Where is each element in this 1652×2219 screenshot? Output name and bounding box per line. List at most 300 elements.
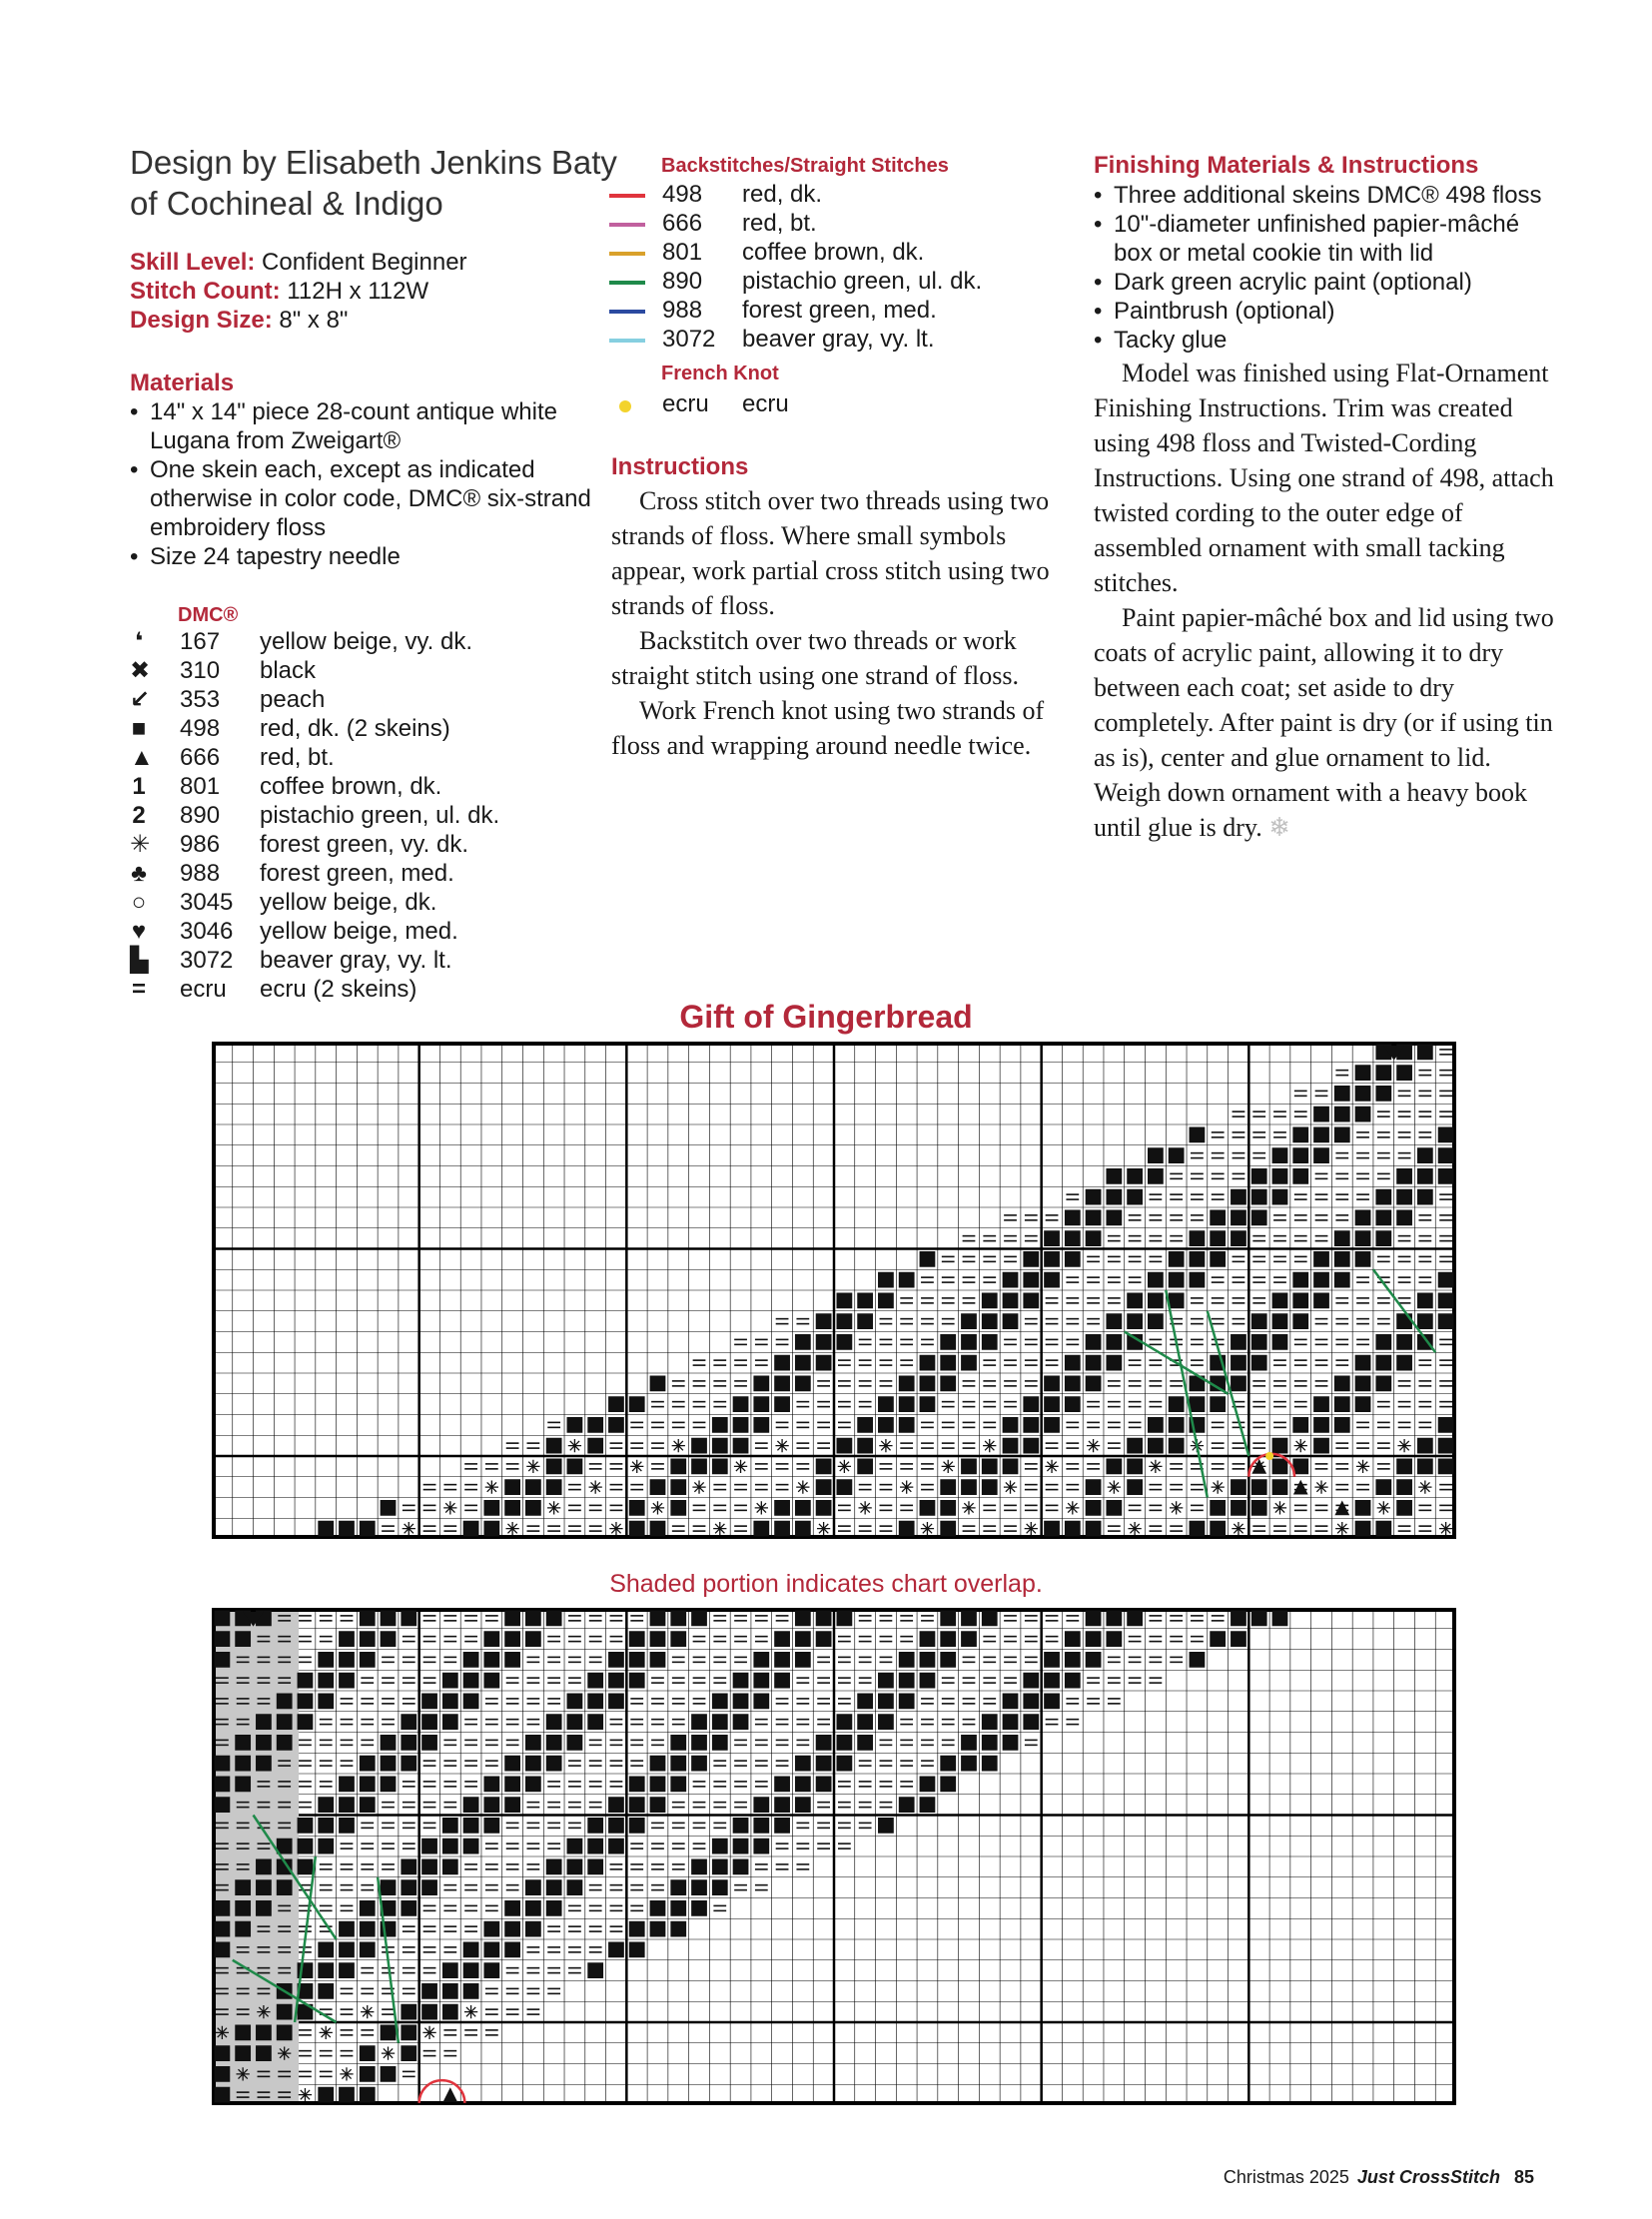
stitch-square-icon — [360, 1777, 376, 1793]
stitch-square-icon — [1292, 1313, 1308, 1329]
stitch-square-icon — [235, 1921, 251, 1937]
stitch-symbol-icon: ▙ — [130, 947, 149, 974]
stitch-square-icon — [1065, 1230, 1081, 1246]
stitch-square-icon — [483, 1652, 499, 1668]
stitch-star-icon — [382, 2046, 395, 2059]
stitch-square-icon — [940, 1631, 956, 1647]
stitch-square-icon — [816, 1500, 832, 1516]
stitch-square-icon — [920, 1355, 936, 1371]
dmc-code: 666 — [180, 744, 221, 771]
stitch-square-icon — [1438, 1459, 1454, 1475]
stitch-square-icon — [339, 2087, 355, 2103]
stitch-square-icon — [753, 1521, 769, 1537]
stitch-square-icon — [525, 1500, 541, 1516]
stitch-square-icon — [360, 2066, 376, 2082]
instructions-paragraph: Work French knot using two strands of floss and wrapping around needle twice. — [611, 696, 1045, 760]
finishing-item: • Three additional skeins DMC® 498 floss — [1094, 181, 1563, 210]
french-knot-dot-icon — [619, 400, 631, 412]
line-swatch-icon — [609, 281, 645, 285]
stitch-square-icon — [1003, 1293, 1019, 1309]
stitch-square-icon — [753, 1694, 769, 1710]
stitch-square-icon — [1417, 1147, 1433, 1163]
stitch-square-icon — [753, 1797, 769, 1813]
stitch-square-icon — [733, 1673, 749, 1689]
stitch-square-icon — [504, 1631, 520, 1647]
stitch-square-icon — [774, 1652, 790, 1668]
stitch-square-icon — [629, 1818, 645, 1834]
pattern-specs — [130, 248, 467, 335]
stitch-square-icon — [691, 1611, 707, 1627]
stitch-square-icon — [878, 1417, 894, 1433]
dmc-code: 3072 — [180, 947, 234, 974]
finishing-instructions — [1094, 356, 1563, 846]
stitch-square-icon — [712, 1417, 728, 1433]
stitch-square-icon — [1334, 1376, 1350, 1392]
stitch-square-icon — [795, 1652, 811, 1668]
stitch-square-icon — [733, 1859, 749, 1875]
stitch-square-icon — [940, 1376, 956, 1392]
stitch-square-icon — [608, 1818, 624, 1834]
stitch-square-icon — [857, 1417, 873, 1433]
dmc-code: ecru — [180, 976, 227, 1003]
stitch-star-icon — [921, 1522, 934, 1535]
stitch-square-icon — [1272, 1189, 1288, 1205]
dmc-color-name: beaver gray, vy. lt. — [260, 947, 452, 974]
stitch-square-icon — [587, 1839, 603, 1854]
stitch-star-icon — [1273, 1501, 1286, 1514]
stitch-star-icon — [942, 1460, 955, 1473]
stitch-square-icon — [650, 1777, 666, 1793]
stitch-square-icon — [587, 1694, 603, 1710]
stitch-square-icon — [339, 1962, 355, 1978]
stitch-square-icon — [1396, 1459, 1412, 1475]
stitch-square-icon — [1086, 1631, 1102, 1647]
stitch-square-icon — [463, 1673, 479, 1689]
stitch-star-icon — [1212, 1480, 1225, 1493]
stitch-square-icon — [1106, 1459, 1122, 1475]
stitch-square-icon — [1003, 1694, 1019, 1710]
stitch-square-icon — [1003, 1438, 1019, 1454]
stitch-square-icon — [691, 1756, 707, 1772]
stitch-square-icon — [1292, 1272, 1308, 1288]
stitch-square-icon — [360, 1942, 376, 1958]
stitch-square-icon — [857, 1438, 873, 1454]
stitch-square-icon — [920, 1396, 936, 1412]
stitch-square-icon — [463, 1962, 479, 1978]
stitch-square-icon — [235, 2025, 251, 2041]
stitch-square-icon — [1375, 1334, 1391, 1350]
stitch-square-icon — [421, 2004, 437, 2020]
stitch-square-icon — [1334, 1396, 1350, 1412]
stitch-star-icon — [1128, 1522, 1141, 1535]
stitch-square-icon — [1127, 1438, 1143, 1454]
stitch-square-icon — [277, 1735, 293, 1751]
issue-label: Christmas 2025 — [1223, 2167, 1349, 2187]
stitch-square-icon — [753, 1396, 769, 1412]
stitch-square-icon — [1334, 1230, 1350, 1246]
stitch-square-icon — [318, 1818, 334, 1834]
stitch-square-icon — [940, 1521, 956, 1537]
stitch-star-icon — [485, 1480, 498, 1493]
stitch-square-icon — [670, 1900, 686, 1916]
stitch-square-icon — [215, 1942, 231, 1958]
finishing-item: • Dark green acrylic paint (optional) — [1094, 268, 1563, 297]
stitch-square-icon — [795, 1631, 811, 1647]
stitch-square-icon — [1210, 1210, 1226, 1226]
stitch-square-icon — [483, 1962, 499, 1978]
dmc-code: 666 — [662, 210, 703, 237]
stitch-square-icon — [318, 1983, 334, 1999]
stitch-square-icon — [670, 1756, 686, 1772]
stitch-star-icon — [1004, 1480, 1017, 1493]
stitch-square-icon — [401, 2045, 416, 2061]
stitch-square-icon — [1023, 1293, 1039, 1309]
stitch-square-icon — [483, 1942, 499, 1958]
stitch-square-icon — [1169, 1251, 1185, 1267]
stitch-square-icon — [982, 1313, 998, 1329]
stitch-square-icon — [215, 1797, 231, 1813]
stitch-star-icon — [299, 2088, 312, 2101]
stitch-square-icon — [1169, 1438, 1185, 1454]
stitch-square-icon — [1106, 1168, 1122, 1184]
stitch-square-icon — [1313, 1251, 1329, 1267]
stitch-square-icon — [837, 1611, 853, 1627]
designer-line-1: Design by Elisabeth Jenkins Baty — [130, 144, 617, 181]
stitch-square-icon — [1251, 1168, 1267, 1184]
stitch-square-icon — [1375, 1086, 1391, 1102]
stitch-square-icon — [442, 1673, 458, 1689]
stitch-symbol-icon: ❛ — [134, 628, 144, 655]
finishing-item: • 10"-diameter unfinished papier-mâché box or metal cookie tin with lid — [1094, 210, 1563, 268]
stitch-square-icon — [837, 1293, 853, 1309]
stitch-square-icon — [483, 1818, 499, 1834]
chart-title: Gift of Gingerbread — [679, 999, 973, 1035]
snowflake-icon: ❄ — [1268, 813, 1291, 843]
stitch-square-icon — [1190, 1272, 1206, 1288]
stitch-square-icon — [691, 1735, 707, 1751]
stitch-square-icon — [878, 1673, 894, 1689]
stitch-square-icon — [774, 1777, 790, 1793]
stitch-square-icon — [587, 1714, 603, 1730]
french-knot-dot-icon — [1265, 1452, 1273, 1460]
stitch-square-icon — [546, 1900, 562, 1916]
stitch-square-icon — [1106, 1210, 1122, 1226]
stitch-square-icon — [235, 2045, 251, 2061]
stitch-square-icon — [1396, 1355, 1412, 1371]
stitch-square-icon — [1210, 1251, 1226, 1267]
stitch-square-icon — [1231, 1334, 1246, 1350]
stitch-square-icon — [1231, 1500, 1246, 1516]
stitch-square-icon — [339, 1818, 355, 1834]
finishing-paragraph — [1094, 600, 1563, 846]
stitch-square-icon — [1417, 1313, 1433, 1329]
dmc-color-name: peach — [260, 686, 326, 713]
stitch-symbol-icon: ♥ — [131, 918, 147, 945]
stitch-square-icon — [1355, 1500, 1371, 1516]
stitch-square-icon — [940, 1334, 956, 1350]
stitch-square-icon — [982, 1479, 998, 1495]
finishing-paragraph: Model was finished using Flat-Ornament Finishing Instructions. Trim was created using 498 floss and Twisted-Cording Instructions. Using one strand of 498, attach twisted cording to the outer edge of assembled ornament with small tacking stitches. — [1094, 359, 1554, 597]
stitch-square-icon — [1086, 1230, 1102, 1246]
stitch-square-icon — [1106, 1313, 1122, 1329]
stitch-square-icon — [712, 1879, 728, 1895]
stitch-square-icon — [1231, 1210, 1246, 1226]
stitch-square-icon — [712, 1459, 728, 1475]
stitch-square-icon — [360, 1631, 376, 1647]
stitch-square-icon — [857, 1313, 873, 1329]
stitch-square-icon — [483, 1777, 499, 1793]
materials-item: • One skein each, except as indicated otherwise in color code, DMC® six-strand embroidery floss — [130, 455, 599, 542]
line-swatch-icon — [609, 223, 645, 227]
stitch-square-icon — [1438, 1127, 1454, 1143]
stitch-square-icon — [1106, 1631, 1122, 1647]
stitch-square-icon — [1355, 1065, 1371, 1081]
stitch-square-icon — [878, 1396, 894, 1412]
stitch-star-icon — [609, 1522, 622, 1535]
stitch-square-icon — [629, 1777, 645, 1793]
stitch-square-icon — [463, 1521, 479, 1537]
stitch-square-icon — [670, 1459, 686, 1475]
stitch-square-icon — [1044, 1272, 1060, 1288]
stitch-square-icon — [215, 1611, 231, 1627]
stitch-square-icon — [546, 1611, 562, 1627]
stitch-square-icon — [1169, 1293, 1185, 1309]
stitch-square-icon — [463, 1694, 479, 1710]
stitch-star-icon — [1170, 1501, 1183, 1514]
stitch-square-icon — [1148, 1417, 1164, 1433]
stitch-square-icon — [463, 1797, 479, 1813]
stitch-symbol-icon: ♣ — [131, 860, 147, 887]
stitch-square-icon — [360, 2087, 376, 2103]
stitch-square-icon — [1417, 1045, 1433, 1061]
dmc-color-name: ecru — [742, 390, 789, 417]
stitch-square-icon — [1003, 1272, 1019, 1288]
finishing-item: • Paintbrush (optional) — [1094, 297, 1563, 326]
stitch-square-icon — [1375, 1189, 1391, 1205]
instructions-paragraph: Backstitch over two threads or work straight stitch using one strand of floss. — [611, 626, 1020, 690]
stitch-square-icon — [215, 1921, 231, 1937]
stitch-square-icon — [733, 1818, 749, 1834]
stitch-square-icon — [1272, 1459, 1288, 1475]
stitch-square-icon — [504, 1479, 520, 1495]
stitch-square-icon — [235, 1756, 251, 1772]
dmc-code: 988 — [180, 860, 221, 887]
stitch-square-icon — [360, 1797, 376, 1813]
finishing-heading: Finishing Materials & Instructions — [1094, 152, 1479, 179]
stitch-square-icon — [381, 1500, 397, 1516]
stitch-square-icon — [546, 1756, 562, 1772]
stitch-square-icon — [753, 1376, 769, 1392]
stitch-square-icon — [774, 1631, 790, 1647]
stitch-square-icon — [608, 1942, 624, 1958]
stitch-star-icon — [734, 1460, 747, 1473]
stitch-square-icon — [442, 1859, 458, 1875]
stitch-square-icon — [712, 1438, 728, 1454]
stitch-square-icon — [1438, 1293, 1454, 1309]
dmc-color-name: red, dk. (2 skeins) — [260, 715, 450, 742]
stitch-square-icon — [691, 1438, 707, 1454]
stitch-square-icon — [1086, 1500, 1102, 1516]
stitch-square-icon — [463, 1942, 479, 1958]
stitch-square-icon — [1065, 1376, 1081, 1392]
line-swatch-icon — [609, 194, 645, 198]
stitch-square-icon — [982, 1459, 998, 1475]
dmc-color-name: coffee brown, dk. — [260, 773, 442, 800]
stitch-star-icon — [1087, 1439, 1100, 1452]
dmc-code: 801 — [180, 773, 221, 800]
stitch-square-icon — [1417, 1293, 1433, 1309]
stitch-square-icon — [1044, 1652, 1060, 1668]
stitch-square-icon — [360, 1921, 376, 1937]
stitch-square-icon — [1292, 1147, 1308, 1163]
stitch-square-icon — [525, 1479, 541, 1495]
stitch-star-icon — [1418, 1480, 1431, 1493]
stitch-square-icon — [298, 1714, 314, 1730]
stitch-square-icon — [650, 1900, 666, 1916]
materials-item: • 14" x 14" piece 28-count antique white Lugana from Zweigart® — [130, 397, 599, 455]
stitch-square-icon — [546, 1735, 562, 1751]
stitch-square-icon — [753, 1818, 769, 1834]
stitch-square-icon — [381, 1735, 397, 1751]
stitch-square-icon — [339, 1921, 355, 1937]
stitch-square-icon — [608, 1417, 624, 1433]
stitch-star-icon — [775, 1439, 788, 1452]
stitch-square-icon — [795, 1611, 811, 1627]
stitch-square-icon — [1251, 1611, 1267, 1627]
stitch-square-icon — [1086, 1479, 1102, 1495]
stitch-square-icon — [567, 1417, 583, 1433]
instructions-heading: Instructions — [611, 453, 749, 480]
design-size-label: Design Size: — [130, 307, 273, 334]
finishing-materials-list — [1094, 181, 1563, 355]
stitch-square-icon — [546, 1714, 562, 1730]
stitch-square-icon — [339, 1797, 355, 1813]
stitch-square-icon — [691, 1714, 707, 1730]
dmc-color-name: forest green, vy. dk. — [260, 831, 468, 858]
stitch-square-icon — [525, 1777, 541, 1793]
stitch-square-icon — [567, 1459, 583, 1475]
stitch-square-icon — [837, 1334, 853, 1350]
stitch-square-icon — [1375, 1065, 1391, 1081]
stitch-square-icon — [1106, 1500, 1122, 1516]
stitch-square-icon — [691, 1879, 707, 1895]
stitch-square-icon — [277, 2004, 293, 2020]
stitch-square-icon — [504, 1611, 520, 1627]
stitch-square-icon — [1003, 1714, 1019, 1730]
stitch-square-icon — [421, 1839, 437, 1854]
stitch-square-icon — [899, 1673, 915, 1689]
stitch-square-icon — [961, 1334, 977, 1350]
stitch-square-icon — [587, 1962, 603, 1978]
stitch-square-icon — [1086, 1652, 1102, 1668]
stitch-square-icon — [318, 1521, 334, 1537]
stitch-star-icon — [900, 1480, 913, 1493]
line-swatch-icon — [609, 310, 645, 314]
stitch-square-icon — [608, 1797, 624, 1813]
stitch-square-icon — [318, 1694, 334, 1710]
dmc-color-name: yellow beige, dk. — [260, 889, 437, 916]
stitch-square-icon — [670, 1500, 686, 1516]
stitch-square-icon — [899, 1694, 915, 1710]
stitch-square-icon — [837, 1438, 853, 1454]
stitch-square-icon — [318, 1942, 334, 1958]
line-swatch-icon — [609, 252, 645, 256]
stitch-square-icon — [1086, 1189, 1102, 1205]
stitch-square-icon — [401, 1879, 416, 1895]
stitch-square-icon — [1396, 1065, 1412, 1081]
stitch-square-icon — [1375, 1230, 1391, 1246]
stitch-square-icon — [691, 1859, 707, 1875]
stitch-square-icon — [733, 1839, 749, 1854]
stitch-square-icon — [940, 1500, 956, 1516]
dmc-code: 167 — [180, 628, 221, 655]
stitch-square-icon — [1292, 1293, 1308, 1309]
dmc-color-name: yellow beige, med. — [260, 918, 458, 945]
stitch-star-icon — [1314, 1480, 1327, 1493]
stitch-square-icon — [215, 1756, 231, 1772]
stitch-square-icon — [1313, 1107, 1329, 1122]
stitch-square-icon — [1210, 1230, 1226, 1246]
stitch-square-icon — [857, 1293, 873, 1309]
stitch-square-icon — [920, 1797, 936, 1813]
stitch-square-icon — [277, 1714, 293, 1730]
stitch-square-icon — [1086, 1355, 1102, 1371]
stitch-symbol-icon: ✳ — [130, 831, 151, 858]
stitch-star-icon — [1294, 1439, 1307, 1452]
line-swatch-icon — [609, 339, 645, 343]
stitch-square-icon — [1065, 1631, 1081, 1647]
stitch-star-icon — [505, 1522, 518, 1535]
stitch-square-icon — [940, 1355, 956, 1371]
stitch-square-icon — [256, 1735, 272, 1751]
stitch-square-icon — [940, 1611, 956, 1627]
materials-item: • Size 24 tapestry needle — [130, 542, 599, 571]
skill-level — [130, 248, 467, 277]
stitch-square-icon — [1086, 1376, 1102, 1392]
stitch-square-icon — [670, 1479, 686, 1495]
stitch-square-icon — [795, 1521, 811, 1537]
stitch-square-icon — [1210, 1500, 1226, 1516]
stitch-square-icon — [1251, 1210, 1267, 1226]
stitch-symbol-icon: 2 — [132, 802, 146, 829]
stitch-square-icon — [1210, 1521, 1226, 1537]
stitch-square-icon — [421, 1694, 437, 1710]
stitch-square-icon — [733, 1417, 749, 1433]
stitch-square-icon — [1355, 1376, 1371, 1392]
stitch-square-icon — [567, 1839, 583, 1854]
stitch-square-icon — [774, 1355, 790, 1371]
stitch-square-icon — [1190, 1521, 1206, 1537]
stitch-square-icon — [774, 1521, 790, 1537]
materials-heading: Materials — [130, 370, 235, 396]
stitch-square-icon — [463, 1983, 479, 1999]
stitch-square-icon — [795, 1500, 811, 1516]
stitch-square-icon — [670, 1921, 686, 1937]
stitch-square-icon — [1023, 1251, 1039, 1267]
stitch-square-icon — [816, 1777, 832, 1793]
stitch-square-icon — [1251, 1500, 1267, 1516]
stitch-square-icon — [215, 2066, 231, 2082]
stitch-square-icon — [1169, 1417, 1185, 1433]
stitch-square-icon — [629, 1797, 645, 1813]
stitch-square-icon — [1272, 1438, 1288, 1454]
stitch-square-icon — [504, 1797, 520, 1813]
stitch-square-icon — [1313, 1272, 1329, 1288]
stitch-square-icon — [1396, 1189, 1412, 1205]
dmc-code: 3045 — [180, 889, 234, 916]
stitch-square-icon — [795, 1334, 811, 1350]
stitch-square-icon — [442, 2004, 458, 2020]
